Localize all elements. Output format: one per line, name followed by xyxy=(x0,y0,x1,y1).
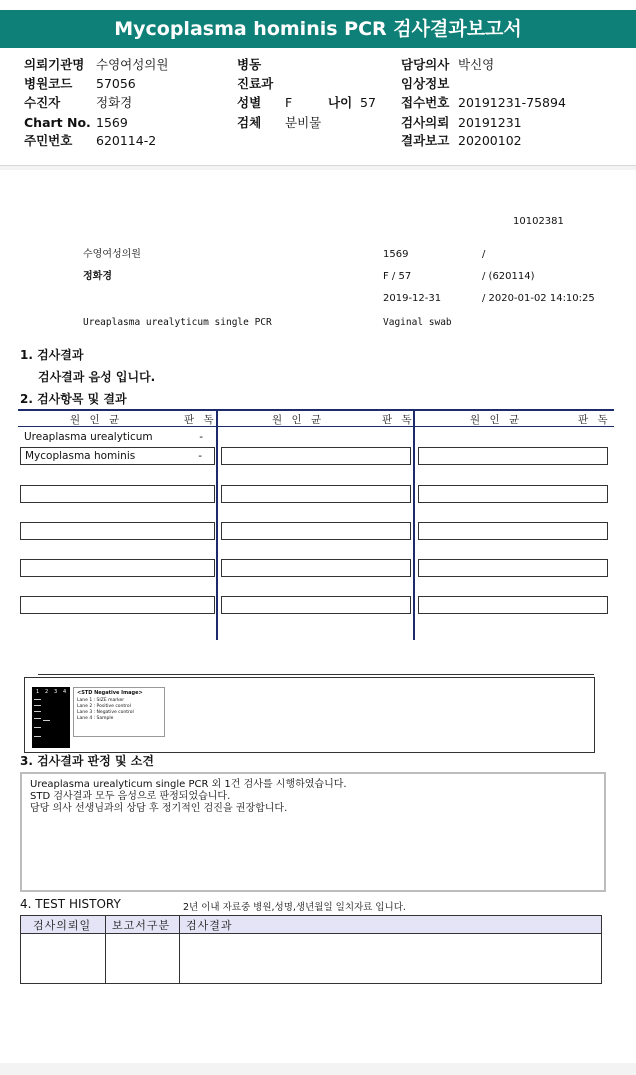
gel-legend-line: Lane 4 : Sample xyxy=(77,716,114,721)
grid-cell-empty xyxy=(221,596,411,614)
report-sheet xyxy=(0,170,636,1063)
lane-number: 2 xyxy=(45,689,49,695)
grid-cell-empty xyxy=(221,559,411,577)
lane-number: 1 xyxy=(36,689,40,695)
info-birth: / (620114) xyxy=(482,271,535,282)
section1-title: 1. 검사결과 xyxy=(20,348,84,362)
organism-name: Ureaplasma urealyticum xyxy=(24,431,153,443)
ward-label: 병동 xyxy=(237,57,262,72)
section2-title: 2. 검사항목 및 결과 xyxy=(20,392,127,406)
grid-cell-empty xyxy=(20,596,215,614)
report-date-label: 결과보고 xyxy=(401,133,450,148)
comment-box xyxy=(20,772,606,892)
request-label: 검사의뢰 xyxy=(401,115,450,130)
info-specimen: Vaginal swab xyxy=(383,317,452,328)
gel-legend-line: Lane 1 : SIZE marker xyxy=(77,698,125,703)
info-sex-age: F / 57 xyxy=(383,271,412,282)
report-date-value: 20200102 xyxy=(458,133,522,148)
history-col-request-date: 검사의뢰일 xyxy=(21,916,106,934)
grid-divider xyxy=(413,409,415,640)
history-col-report-type: 보고서구분 xyxy=(106,916,180,934)
comment-line: STD 검사결과 모두 음성으로 판정되었습니다. xyxy=(30,791,231,802)
grid-cell-empty xyxy=(418,596,608,614)
history-table xyxy=(20,915,602,984)
doctor-value: 박신영 xyxy=(458,57,495,72)
organism-result: - xyxy=(198,450,202,462)
patient-label: 수진자 xyxy=(24,95,61,110)
report-title: Mycoplasma hominis PCR 검사결과보고서 xyxy=(0,10,636,48)
id-value: 620114-2 xyxy=(96,133,157,148)
code-value: 57056 xyxy=(96,76,136,91)
gel-legend-line: Lane 2 : Positive control xyxy=(77,704,131,709)
grid-row xyxy=(20,447,215,465)
age-label: 나이 xyxy=(328,95,353,110)
col-result-header: 판 독 xyxy=(578,414,611,426)
result-grid-top-border xyxy=(18,409,614,411)
grid-cell-empty xyxy=(221,485,411,503)
history-note: 2년 이내 자료중 병원,성명,생년월일 일치자료 입니다. xyxy=(183,902,406,913)
grid-cell-empty xyxy=(20,522,215,540)
age-value: 57 xyxy=(360,95,376,110)
doctor-label: 담당의사 xyxy=(401,57,450,72)
chart-value: 1569 xyxy=(96,115,128,130)
gel-legend xyxy=(73,687,165,737)
info-chart-no: 1569 xyxy=(383,249,409,260)
section1-text: 검사결과 음성 입니다. xyxy=(38,370,156,384)
info-date2: / 2020-01-02 14:10:25 xyxy=(482,293,595,304)
info-slash: / xyxy=(482,249,486,260)
grid-cell-empty xyxy=(418,522,608,540)
grid-row xyxy=(20,429,215,447)
history-col-result: 검사결과 xyxy=(180,916,602,934)
code-label: 병원코드 xyxy=(24,76,73,91)
organism-name: Mycoplasma hominis xyxy=(25,450,136,462)
sex-label: 성별 xyxy=(237,95,262,110)
report-id: 10102381 xyxy=(513,216,564,227)
lane-number: 4 xyxy=(63,689,67,695)
organism-result: - xyxy=(199,431,203,443)
request-value: 20191231 xyxy=(458,115,522,130)
comment-line: 담당 의사 선생님과의 상담 후 정기적인 검진을 권장합니다. xyxy=(30,803,288,814)
patient-value: 정화경 xyxy=(96,95,133,110)
col-organism-header: 원 인 균 xyxy=(272,414,325,426)
receipt-value: 20191231-75894 xyxy=(458,95,566,110)
comment-line: Ureaplasma urealyticum single PCR 외 1건 검사를 시행하였습니다. xyxy=(30,779,347,790)
lane-number: 3 xyxy=(54,689,58,695)
gel-legend-title: <STD Negative Image> xyxy=(77,690,143,696)
sex-value: F xyxy=(285,95,293,110)
hospital-label: 의뢰기관명 xyxy=(24,57,85,72)
id-label: 주민번호 xyxy=(24,133,73,148)
grid-cell-empty xyxy=(221,447,411,465)
grid-cell-empty xyxy=(221,522,411,540)
hospital-value: 수영여성의원 xyxy=(96,57,169,72)
col-organism-header: 원 인 균 xyxy=(470,414,523,426)
dept-label: 진료과 xyxy=(237,76,274,91)
grid-cell-empty xyxy=(20,485,215,503)
info-hospital: 수영여성의원 xyxy=(83,249,141,260)
gel-legend-line: Lane 3 : Negative control xyxy=(77,710,134,715)
specimen-value: 분비물 xyxy=(285,115,322,130)
info-date1: 2019-12-31 xyxy=(383,293,442,304)
clinical-label: 임상정보 xyxy=(401,76,450,91)
gel-image xyxy=(32,687,70,748)
col-result-header: 판 독 xyxy=(382,414,415,426)
chart-label: Chart No. xyxy=(24,115,91,130)
grid-cell-empty xyxy=(418,559,608,577)
gel-image-panel xyxy=(24,677,595,753)
history-row xyxy=(21,934,602,984)
grid-cell-empty xyxy=(20,559,215,577)
col-organism-header: 원 인 균 xyxy=(70,414,123,426)
info-test-name: Ureaplasma urealyticum single PCR xyxy=(83,317,272,328)
receipt-label: 접수번호 xyxy=(401,95,450,110)
grid-divider xyxy=(216,409,218,640)
section3-title: 3. 검사결과 판정 및 소견 xyxy=(20,754,154,768)
grid-cell-empty xyxy=(418,447,608,465)
divider-line xyxy=(38,674,594,675)
col-result-header: 판 독 xyxy=(184,414,217,426)
section4-title: 4. TEST HISTORY xyxy=(20,897,121,911)
grid-cell-empty xyxy=(418,485,608,503)
report-header-card xyxy=(0,0,636,166)
info-patient: 정화경 xyxy=(83,271,112,282)
specimen-label: 검체 xyxy=(237,115,262,130)
